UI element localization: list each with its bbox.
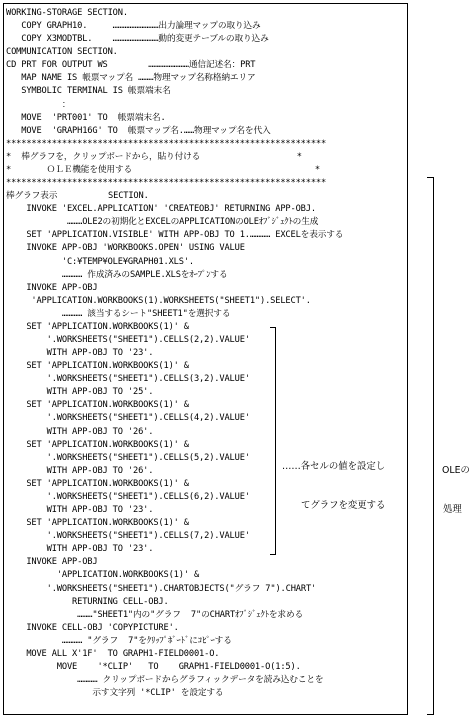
code-line: WITH APP-OBJ TO '23'. (6, 544, 154, 555)
code-line: *************************************************************** (6, 178, 327, 189)
cell-value-bracket (270, 327, 276, 555)
code-line: ………… "グラフ 7"をｸﾘｯﾌﾟﾎﾞｰﾄﾞにｺﾋﾟｰする (6, 635, 232, 646)
code-line: SET 'APPLICATION.WORKBOOKS(1)' & (6, 478, 189, 489)
cell-value-note-line-1: ……各セルの値を設定し (282, 461, 386, 472)
code-line: CD PRT FOR OUTPUT WS ……………………通信記述名：PRT (6, 60, 256, 71)
code-line: WORKING-STORAGE SECTION. (6, 8, 128, 18)
code-line: SET 'APPLICATION.WORKBOOKS(1)' & (6, 361, 189, 372)
code-line: RETURNING CELL-OBJ. (6, 596, 169, 607)
code-line: ………… 作成済みのSAMPLE.XLSをｵｰﾌﾟﾝする (6, 269, 228, 280)
code-line: MOVE '*CLIP' TO GRAPH1-FIELD0001-O(1:5). (6, 662, 301, 672)
code-line: 'APPLICATION.WORKBOOKS(1).WORKSHEETS("SHEET1").SELECT'. (6, 295, 311, 306)
code-line: WITH APP-OBJ TO '26'. (6, 426, 154, 437)
code-line: WITH APP-OBJ TO '26'. (6, 465, 154, 476)
ole-processing-bracket (427, 177, 434, 715)
ole-processing-note-line-2: 処理 (443, 504, 462, 515)
cell-value-note (282, 434, 385, 525)
code-line: COMMUNICATION SECTION. (6, 47, 118, 58)
code-line: MOVE 'GRAPH16G' TO 帳票マップ名.……物理マップ名を代入 (6, 125, 271, 136)
code-line: * 棒グラフを，クリップボードから，貼り付ける * (6, 151, 302, 162)
cell-value-note-line-2: てグラフを変更する (301, 500, 386, 511)
code-line: ………"SHEET1"内の"グラフ 7"のCHARTｵﾌﾞｼﾞｪｸﾄを求める (6, 609, 304, 620)
code-line: SET 'APPLICATION.VISIBLE' WITH APP-OBJ TO 1.………… EXCELを表示する (6, 230, 344, 241)
code-line: '.WORKSHEETS("SHEET1").CELLS(2,2).VALUE' (6, 335, 250, 345)
code-line: '.WORKSHEETS("SHEET1").CELLS(6,2).VALUE' (6, 491, 250, 502)
code-line: ………… クリップボードからグラフィックデータを読み込むことを (6, 675, 324, 686)
code-line: MOVE ALL X'1F' TO GRAPH1-FIELD0001-O. (6, 648, 220, 659)
code-line: COPY GRAPH10. ………………………出力論理マップの取り込み (6, 21, 261, 32)
code-line: '.WORKSHEETS("SHEET1").CELLS(4,2).VALUE' (6, 413, 250, 424)
code-line: ………OLE2の初期化とEXCELのAPPLICATIONのOLEｵﾌﾞｼﾞｪｸﾄの生成 (6, 217, 319, 228)
code-line: '.WORKSHEETS("SHEET1").CELLS(7,2).VALUE' (6, 531, 250, 542)
code-line: WITH APP-OBJ TO '23'. (6, 505, 154, 516)
code-line: SYMBOLIC TERMINAL IS 帳票端末名 (6, 86, 171, 97)
code-line: '.WORKSHEETS("SHEET1").CELLS(3,2).VALUE' (6, 374, 250, 385)
code-line: SET 'APPLICATION.WORKBOOKS(1)' & (6, 518, 189, 529)
code-line: SET 'APPLICATION.WORKBOOKS(1)' & (6, 439, 189, 450)
code-line: ： (6, 99, 71, 110)
code-line: WITH APP-OBJ TO '23'. (6, 348, 154, 359)
code-line: ………… 該当するシート"SHEET1"を選択する (6, 308, 231, 319)
code-line: INVOKE APP-OBJ 'WORKBOOKS.OPEN' USING VALUE (6, 243, 245, 254)
code-line: * ＯＬＥ機能を使用する * (6, 164, 320, 175)
code-line: WITH APP-OBJ TO '25'. (6, 387, 154, 398)
code-line: '.WORKSHEETS("SHEET1").CHARTOBJECTS("グラフ 7").CHART' (6, 583, 317, 594)
code-line: MOVE 'PRT001' TO 帳票端末名. (6, 112, 166, 123)
code-line: MAP NAME IS 帳票マップ名 ………物理マップ名称格納エリア (6, 73, 256, 84)
code-line: 棒グラフ表示 SECTION. (6, 191, 149, 202)
ole-processing-note (442, 438, 470, 529)
ole-processing-note-line-1: OLEの (442, 465, 470, 476)
code-line: 'APPLICATION.WORKBOOKS(1)' & (6, 570, 200, 581)
code-line: '.WORKSHEETS("SHEET1").CELLS(5,2).VALUE' (6, 452, 250, 463)
code-line: INVOKE APP-OBJ (6, 557, 98, 568)
code-line: INVOKE 'EXCEL.APPLICATION' 'CREATEOBJ' RETURNING APP-OBJ. (6, 204, 316, 215)
code-line: SET 'APPLICATION.WORKBOOKS(1)' & (6, 400, 189, 411)
code-line: SET 'APPLICATION.WORKBOOKS(1)' & (6, 321, 189, 332)
code-line: COPY X3MODTBL. ………………………動的変更テーブルの取り込み (6, 34, 269, 45)
code-line: 'C:¥TEMP¥OLE¥GRAPH01.XLS'. (6, 256, 194, 267)
code-line: INVOKE APP-OBJ (6, 282, 98, 293)
code-line: 示す文字列 '*CLIP' を設定する (6, 688, 224, 699)
code-line: *************************************************************** (6, 138, 327, 149)
code-line: INVOKE CELL-OBJ 'COPYPICTURE'. (6, 622, 179, 633)
